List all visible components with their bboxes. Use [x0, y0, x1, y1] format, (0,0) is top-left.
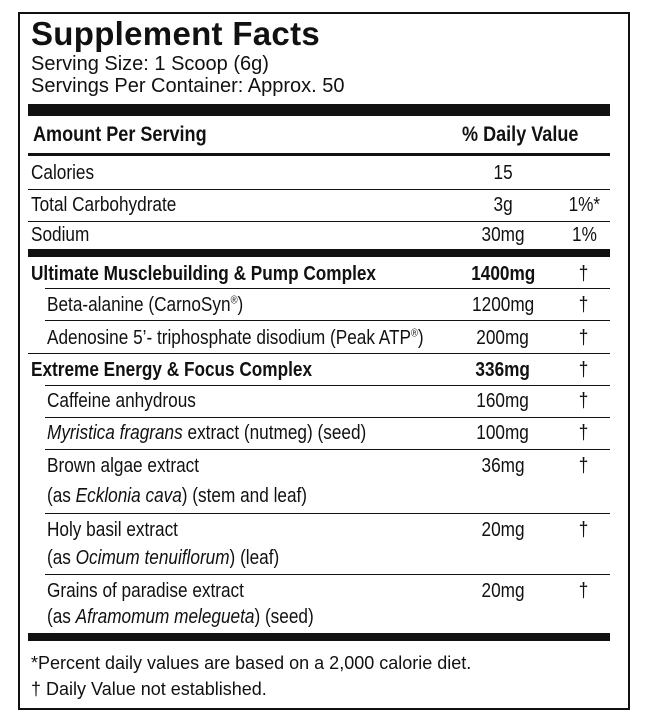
ingredient-amount: 100mg	[476, 422, 530, 444]
ingredient-source: (as Ocimum tenuiflorum) (leaf)	[47, 547, 280, 569]
header-rule	[28, 153, 610, 156]
row-divider	[28, 221, 610, 222]
dagger-mark: †	[579, 263, 589, 285]
dagger-mark: †	[579, 519, 589, 541]
row-divider	[45, 449, 610, 450]
dagger-mark: †	[579, 580, 589, 602]
dagger-mark: †	[579, 455, 589, 477]
complex-name: Extreme Energy & Focus Complex	[31, 359, 313, 381]
ingredient-name: Brown algae extract	[47, 455, 200, 477]
ingredient-name: Myristica fragrans extract (nutmeg) (seed)	[47, 422, 367, 444]
row-divider	[45, 417, 610, 418]
ingredient-name: Beta-alanine (CarnoSyn®)	[47, 294, 244, 316]
nutrient-name: Total Carbohydrate	[31, 194, 177, 216]
ingredient-name: Grains of paradise extract	[47, 580, 244, 602]
row-divider	[28, 189, 610, 190]
nutrient-amount: 30mg	[481, 224, 525, 246]
dagger-mark: †	[579, 327, 589, 349]
ingredient-amount: 160mg	[476, 390, 530, 412]
daily-value-not-established-footnote: † Daily Value not established.	[31, 679, 267, 699]
nutrient-name: Sodium	[31, 224, 90, 246]
medium-rule	[28, 249, 610, 257]
row-divider	[45, 574, 610, 575]
dagger-mark: †	[579, 359, 589, 381]
nutrient-amount: 3g	[493, 194, 513, 216]
complex-name: Ultimate Musclebuilding & Pump Complex	[31, 263, 376, 285]
ingredient-amount: 1200mg	[471, 294, 535, 316]
row-divider	[45, 513, 610, 514]
complex-amount: 336mg	[475, 359, 531, 381]
percent-daily-value-footnote: *Percent daily values are based on a 2,000 calorie diet.	[31, 653, 472, 673]
dagger-mark: †	[579, 422, 589, 444]
ingredient-amount: 36mg	[481, 455, 525, 477]
nutrient-name: Calories	[31, 162, 95, 184]
ingredient-amount: 200mg	[476, 327, 530, 349]
row-divider	[45, 320, 610, 321]
servings-per-container: Servings Per Container: Approx. 50	[31, 75, 345, 97]
ingredient-name: Holy basil extract	[47, 519, 178, 541]
ingredient-name: Caffeine anhydrous	[47, 390, 196, 412]
daily-value-heading: % Daily Value	[462, 123, 579, 146]
complex-amount: 1400mg	[470, 263, 536, 285]
dagger-mark: †	[579, 390, 589, 412]
ingredient-name: Adenosine 5’- triphosphate disodium (Peak ATP®)	[47, 327, 424, 349]
amount-per-serving-heading: Amount Per Serving	[33, 123, 207, 146]
row-divider	[28, 353, 610, 354]
ingredient-amount: 20mg	[481, 580, 525, 602]
nutrient-amount: 15	[493, 162, 513, 184]
bottom-rule	[28, 633, 610, 641]
row-divider	[45, 288, 610, 289]
ingredient-source: (as Aframomum melegueta) (seed)	[47, 606, 314, 628]
nutrient-daily-value: 1%*	[568, 194, 600, 216]
serving-size: Serving Size: 1 Scoop (6g)	[31, 53, 269, 75]
dagger-mark: †	[579, 294, 589, 316]
ingredient-source: (as Ecklonia cava) (stem and leaf)	[47, 485, 308, 507]
panel-title: Supplement Facts	[31, 15, 321, 52]
ingredient-amount: 20mg	[481, 519, 525, 541]
row-divider	[45, 385, 610, 386]
nutrient-daily-value: 1%	[571, 224, 597, 246]
thick-rule	[28, 104, 610, 116]
